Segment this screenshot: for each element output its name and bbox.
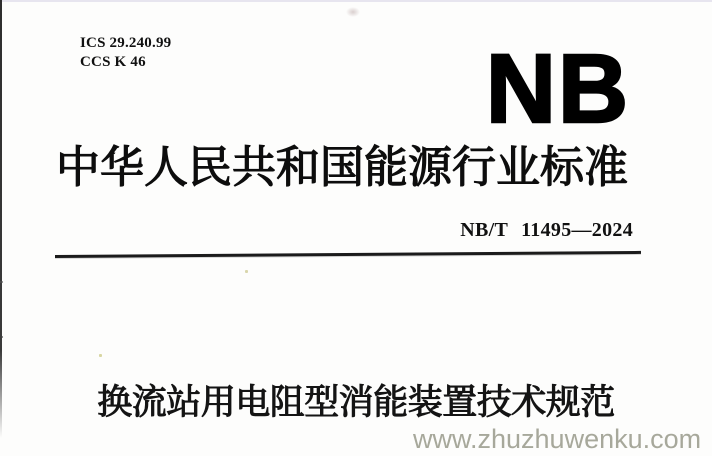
scan-artifact-speck — [1, 336, 3, 338]
scan-artifact-dot — [99, 354, 102, 357]
standard-title: 中华人民共和国能源行业标准 — [56, 142, 628, 193]
ics-code: ICS 29.240.99 — [80, 35, 172, 51]
scan-artifact-speck — [0, 281, 3, 283]
ccs-code: CCS K 46 — [80, 54, 146, 70]
title-rule — [55, 251, 641, 258]
scan-top-edge — [0, 0, 712, 2]
nb-logo: NB — [485, 34, 630, 143]
scan-artifact-dot — [245, 270, 248, 273]
scan-left-edge — [0, 0, 2, 438]
scan-artifact-smudge — [346, 7, 360, 17]
watermark-text: www.zhuzhuwenku.com — [413, 424, 702, 454]
classification-codes — [80, 34, 171, 72]
document-title: 换流站用电阻型消能装置技术规范 — [97, 383, 615, 423]
standard-number: NB/T 11495—2024 — [460, 219, 633, 241]
